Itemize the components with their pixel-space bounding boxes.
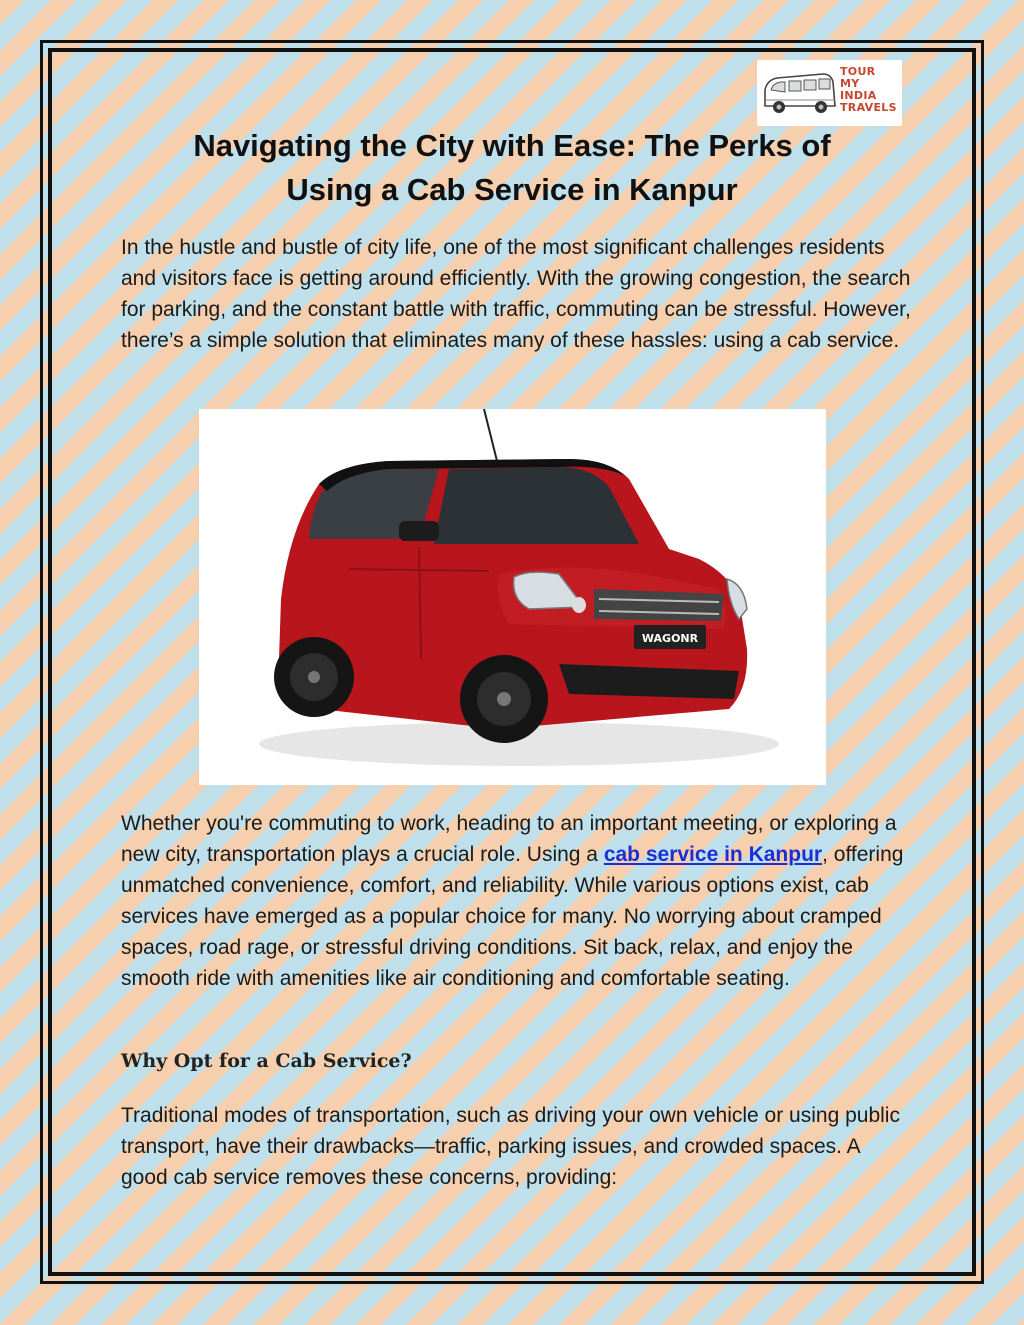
intro-paragraph: In the hustle and bustle of city life, one of the most significant challenges residents and visitors face is getting around efficiently. With the growing congestion, the search for parking, and the constant battle with traffic, commuting can be stressful. However, there’s a simple solution that eliminates many of these hassles: using a cab service.	[121, 236, 911, 352]
red-hatchback-car-image	[199, 409, 826, 785]
para2-text-after: , offering unmatched convenience, comfort, and reliability. While various options exist, cab services have emerged as a popular choice for many. No worrying about cramped spaces, road rage, or stressful driving conditions. Sit back, relax, and enjoy the smooth ride with amenities like air conditioning and comfortable seating.	[121, 843, 904, 990]
title-line-2: Using a Cab Service in Kanpur	[286, 172, 738, 207]
second-paragraph	[121, 808, 911, 994]
para2-text-before: Whether you're commuting to work, heading to an important meeting, or exploring a new city, transportation plays a crucial role. Using a	[121, 812, 897, 866]
car-photo	[199, 409, 826, 785]
title-line-1: Navigating the City with Ease: The Perks of	[193, 128, 831, 163]
brand-logo	[757, 60, 902, 126]
logo-line: TOUR	[840, 65, 876, 78]
van-icon	[761, 70, 839, 118]
section-heading: Why Opt for a Cab Service?	[121, 1050, 412, 1072]
logo-line: INDIA	[840, 89, 877, 102]
cab-service-kanpur-link[interactable]: cab service in Kanpur	[603, 843, 823, 866]
logo-line: MY	[840, 77, 860, 90]
plate-text: WAGONR	[641, 632, 699, 645]
page-title	[120, 124, 904, 212]
logo-text	[840, 66, 900, 114]
third-paragraph: Traditional modes of transportation, such as driving your own vehicle or using public transport, have their drawbacks—traffic, parking issues, and crowded spaces. A good cab service removes these concerns, providing:	[121, 1104, 900, 1189]
logo-line: TRAVELS	[840, 101, 897, 114]
